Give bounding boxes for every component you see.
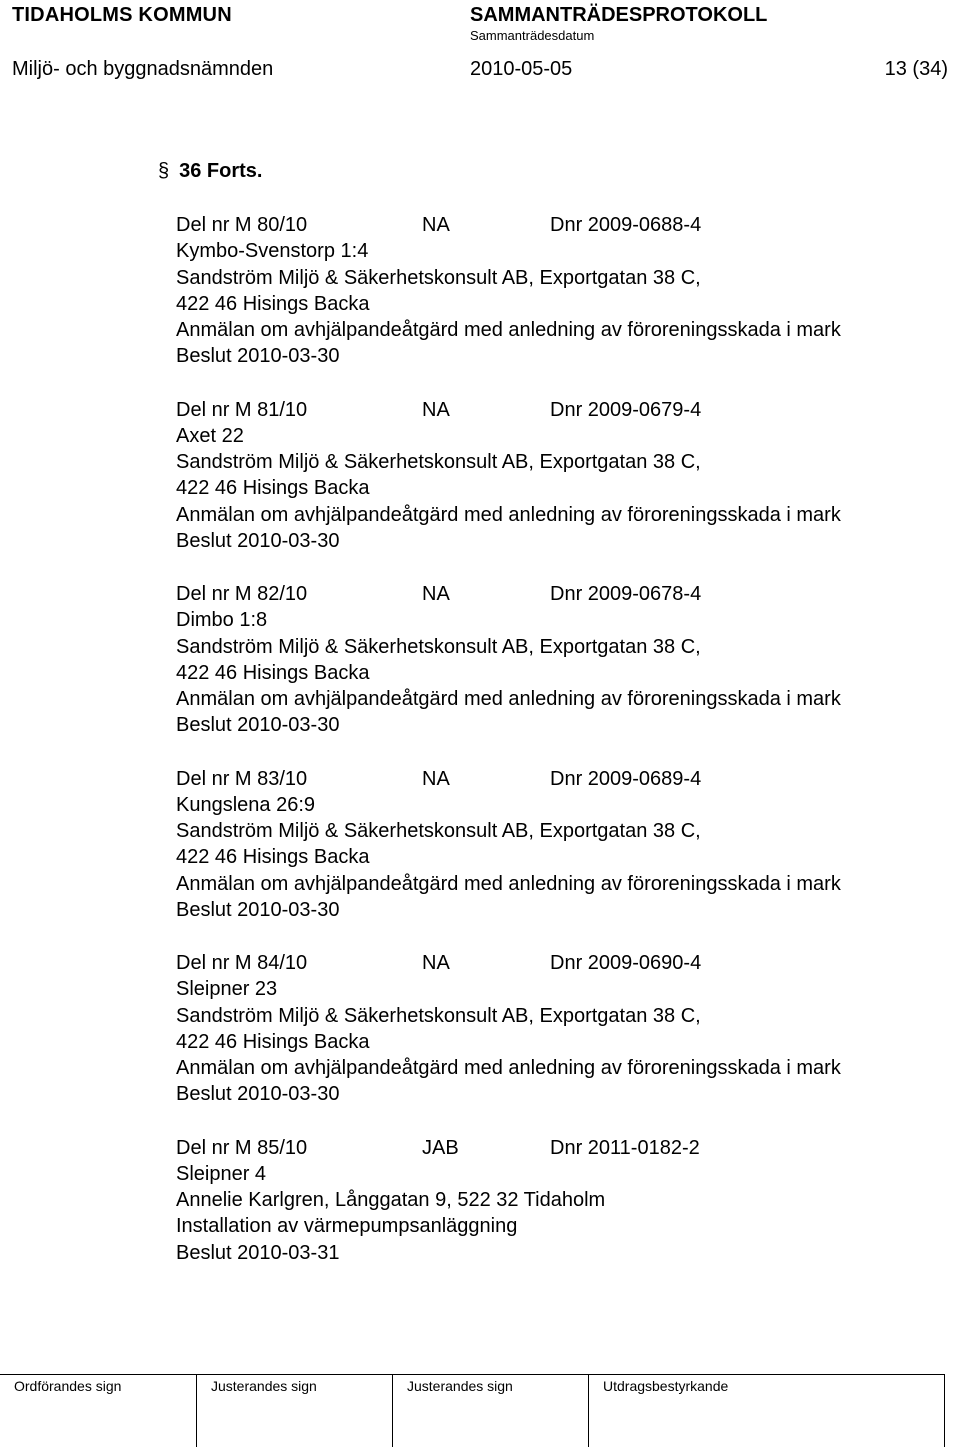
entry-del-nr: Del nr M 81/10 bbox=[176, 398, 308, 421]
entry-del-nr: Del nr M 85/10 bbox=[176, 1136, 308, 1159]
entry-property: Kungslena 26:9 bbox=[176, 793, 316, 816]
entry-address: 422 46 Hisings Backa bbox=[176, 477, 370, 500]
entry-decision: Beslut 2010-03-30 bbox=[176, 529, 340, 552]
entry-dnr: Dnr 2009-0679-4 bbox=[550, 398, 702, 421]
page-number: 13 (34) bbox=[884, 58, 948, 80]
entry-matter: Installation av värmepumpsanläggning bbox=[176, 1215, 518, 1238]
entry-applicant: Sandström Miljö & Säkerhetskonsult AB, Exportgatan 38 C, bbox=[176, 635, 701, 658]
entry-decision: Beslut 2010-03-31 bbox=[176, 1241, 340, 1264]
delegation-entry bbox=[176, 950, 946, 1135]
entry-property: Sleipner 4 bbox=[176, 1162, 267, 1185]
entry-officer-code: NA bbox=[422, 583, 450, 605]
entry-reference-line bbox=[176, 950, 946, 976]
entry-decision: Beslut 2010-03-30 bbox=[176, 345, 340, 368]
signature-footer bbox=[0, 1374, 960, 1447]
meeting-date: 2010-05-05 bbox=[470, 58, 573, 80]
entry-dnr: Dnr 2009-0689-4 bbox=[550, 767, 702, 790]
entry-matter: Anmälan om avhjälpandeåtgärd med anledning av föroreningsskada i mark bbox=[176, 688, 841, 711]
entry-applicant: Sandström Miljö & Säkerhetskonsult AB, Exportgatan 38 C, bbox=[176, 451, 701, 474]
adjuster-sign-box-1 bbox=[196, 1374, 393, 1447]
meeting-date-label: Sammanträdesdatum bbox=[470, 28, 595, 43]
delegation-entry bbox=[176, 766, 946, 951]
entry-matter: Anmälan om avhjälpandeåtgärd med anledning av föroreningsskada i mark bbox=[176, 872, 841, 895]
adjuster-sign-box-2 bbox=[392, 1374, 589, 1447]
entry-reference-line bbox=[176, 397, 946, 423]
extract-certifier-label: Utdragsbestyrkande bbox=[603, 1378, 729, 1394]
entry-address: 422 46 Hisings Backa bbox=[176, 1030, 370, 1053]
entry-address: 422 46 Hisings Backa bbox=[176, 292, 370, 315]
entry-matter: Anmälan om avhjälpandeåtgärd med anledning av föroreningsskada i mark bbox=[176, 319, 841, 342]
section-heading bbox=[158, 160, 262, 183]
entry-matter: Anmälan om avhjälpandeåtgärd med anledning av föroreningsskada i mark bbox=[176, 1057, 841, 1080]
delegation-entries bbox=[176, 212, 946, 1319]
entry-del-nr: Del nr M 84/10 bbox=[176, 952, 308, 974]
paragraph-symbol: § bbox=[158, 160, 170, 182]
entry-officer-code: NA bbox=[422, 398, 450, 421]
entry-applicant: Sandström Miljö & Säkerhetskonsult AB, Exportgatan 38 C, bbox=[176, 266, 701, 289]
entry-decision: Beslut 2010-03-30 bbox=[176, 898, 340, 921]
entry-applicant: Sandström Miljö & Säkerhetskonsult AB, Exportgatan 38 C, bbox=[176, 820, 701, 843]
board-name: Miljö- och byggnadsnämnden bbox=[12, 58, 274, 80]
entry-applicant: Sandström Miljö & Säkerhetskonsult AB, Exportgatan 38 C, bbox=[176, 1004, 701, 1027]
delegation-entry bbox=[176, 581, 946, 766]
adjuster-sign-label-2: Justerandes sign bbox=[407, 1378, 513, 1394]
entry-decision: Beslut 2010-03-30 bbox=[176, 1083, 340, 1106]
entry-dnr: Dnr 2011-0182-2 bbox=[550, 1136, 700, 1159]
delegation-entry bbox=[176, 212, 946, 397]
entry-reference-line bbox=[176, 1135, 946, 1161]
entry-property: Kymbo-Svenstorp 1:4 bbox=[176, 240, 369, 263]
section-title-text: 36 Forts. bbox=[179, 160, 263, 182]
entry-dnr: Dnr 2009-0678-4 bbox=[550, 583, 702, 605]
chair-sign-box bbox=[0, 1374, 196, 1447]
entry-address: 422 46 Hisings Backa bbox=[176, 846, 370, 869]
footer-right-border bbox=[944, 1374, 946, 1447]
entry-property: Dimbo 1:8 bbox=[176, 609, 268, 632]
entry-officer-code: JAB bbox=[422, 1136, 459, 1159]
entry-del-nr: Del nr M 80/10 bbox=[176, 214, 308, 236]
entry-reference-line bbox=[176, 212, 946, 238]
delegation-entry bbox=[176, 1135, 946, 1320]
extract-certifier-box bbox=[588, 1374, 945, 1447]
entry-reference-line bbox=[176, 581, 946, 607]
entry-decision: Beslut 2010-03-30 bbox=[176, 714, 340, 737]
entry-address: 422 46 Hisings Backa bbox=[176, 661, 370, 684]
document-type: SAMMANTRÄDESPROTOKOLL bbox=[470, 4, 768, 26]
entry-del-nr: Del nr M 82/10 bbox=[176, 583, 308, 605]
entry-property: Sleipner 23 bbox=[176, 978, 278, 1001]
adjuster-sign-label-1: Justerandes sign bbox=[211, 1378, 317, 1394]
entry-del-nr: Del nr M 83/10 bbox=[176, 767, 308, 790]
organization-name: TIDAHOLMS KOMMUN bbox=[12, 4, 232, 26]
chair-sign-label: Ordförandes sign bbox=[14, 1378, 122, 1394]
entry-reference-line bbox=[176, 766, 946, 792]
entry-property: Axet 22 bbox=[176, 424, 244, 447]
entry-applicant: Annelie Karlgren, Långgatan 9, 522 32 Tidaholm bbox=[176, 1189, 606, 1212]
delegation-entry bbox=[176, 397, 946, 582]
entry-officer-code: NA bbox=[422, 952, 450, 974]
entry-matter: Anmälan om avhjälpandeåtgärd med anledning av föroreningsskada i mark bbox=[176, 503, 841, 526]
entry-officer-code: NA bbox=[422, 214, 450, 236]
entry-officer-code: NA bbox=[422, 767, 450, 790]
entry-dnr: Dnr 2009-0688-4 bbox=[550, 214, 702, 236]
entry-dnr: Dnr 2009-0690-4 bbox=[550, 952, 702, 974]
